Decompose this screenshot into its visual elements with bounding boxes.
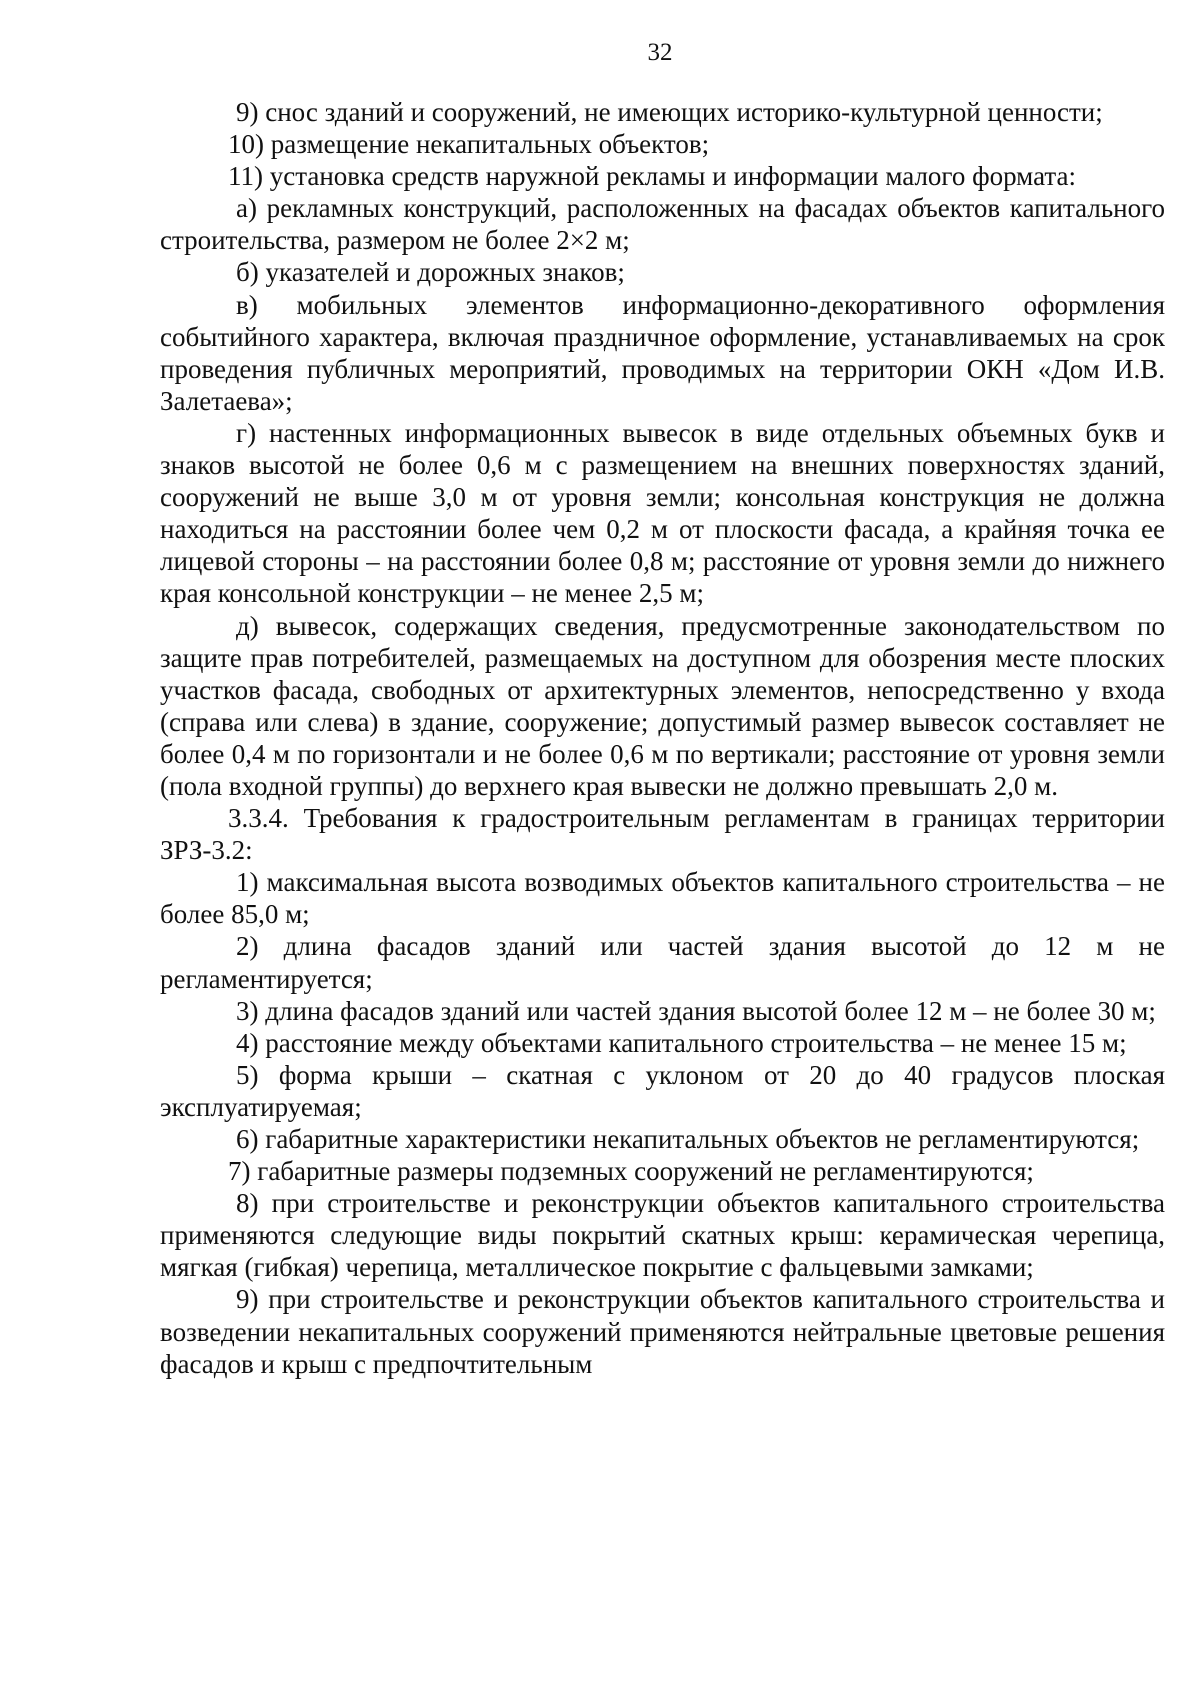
paragraph-item-9-color-solutions: 9) при строительстве и реконструкции объектов капитального строительства и возведении некапитальных сооружений применяются нейтральные цветовые решения фасадов и крыш с предпочтительным bbox=[160, 1284, 1165, 1379]
section-heading-3-3-4: 3.3.4. Требования к градостроительным регламентам в границах территории ЗРЗ-3.2: bbox=[160, 803, 1165, 866]
paragraph-item-3-facade-length: 3) длина фасадов зданий или частей здания высотой более 12 м – не более 30 м; bbox=[236, 995, 1156, 1026]
paragraph-subitem-a: а) рекламных конструкций, расположенных на фасадах объектов капитального строительства, размером не более 2×2 м; bbox=[160, 193, 1165, 256]
paragraph-item-4-distance: 4) расстояние между объектами капитального строительства – не менее 15 м; bbox=[236, 1027, 1127, 1058]
paragraph-item-11-advertising: 11) установка средств наружной рекламы и информации малого формата: bbox=[228, 161, 1076, 192]
paragraph-subitem-b: б) указателей и дорожных знаков; bbox=[236, 257, 625, 288]
paragraph-subitem-d: д) вывесок, содержащих сведения, предусмотренные законодательством по защите прав потребителей, размещаемых на доступном для обозрения месте плоских участков фасада, свободных от архитектурных элементов, непосредственно у входа (справа или слева) в здание, сооружение; допустимый размер вывесок составляет не более 0,4 м по горизонтали и не более 0,6 м по вертикали; расстояние от уровня земли (пола входной группы) до верхнего края вывески не должно превышать 2,0 м. bbox=[160, 610, 1165, 801]
paragraph-subitem-v: в) мобильных элементов информационно-декоративного оформления событийного характера, включая праздничное оформление, устанавливаемых на срок проведения публичных мероприятий, проводимых на территории ОКН «Дом И.В. Залетаева»; bbox=[160, 289, 1165, 416]
paragraph-item-5-roof-shape: 5) форма крыши – скатная с уклоном от 20 до 40 градусов плоская эксплуатируемая; bbox=[160, 1059, 1165, 1122]
paragraph-item-2-facade-length: 2) длина фасадов зданий или частей здания высотой до 12 м не регламентируется; bbox=[160, 931, 1165, 994]
paragraph-item-1-max-height: 1) максимальная высота возводимых объектов капитального строительства – не более 85,0 м; bbox=[160, 867, 1165, 930]
paragraph-subitem-g: г) настенных информационных вывесок в виде отдельных объемных букв и знаков высотой не более 0,6 м с размещением на внешних поверхностях зданий, сооружений не выше 3,0 м от уровня земли; консольная конструкция не должна находиться на расстоянии более чем 0,2 м от плоскости фасада, а крайняя точка ее лицевой стороны – на расстоянии более 0,8 м; расстояние от уровня земли до нижнего края консольной конструкции – не менее 2,5 м; bbox=[160, 417, 1165, 609]
paragraph-item-10-non-capital-objects: 10) размещение некапитальных объектов; bbox=[228, 129, 710, 160]
document-body bbox=[160, 96, 1165, 1380]
paragraph-item-7-underground: 7) габаритные размеры подземных сооружений не регламентируются; bbox=[228, 1156, 1034, 1187]
paragraph-item-8-roof-coverings: 8) при строительстве и реконструкции объектов капитального строительства применяются следующие виды покрытий скатных крыш: керамическая черепица, мягкая (гибкая) черепица, металлическое покрытие с фальцевыми замками; bbox=[160, 1188, 1165, 1283]
page-number: 32 bbox=[647, 39, 673, 66]
paragraph-item-9-demolition: 9) снос зданий и сооружений, не имеющих историко-культурной ценности; bbox=[236, 97, 1103, 127]
paragraph-item-6-dimensions: 6) габаритные характеристики некапитальных объектов не регламентируются; bbox=[236, 1124, 1140, 1154]
